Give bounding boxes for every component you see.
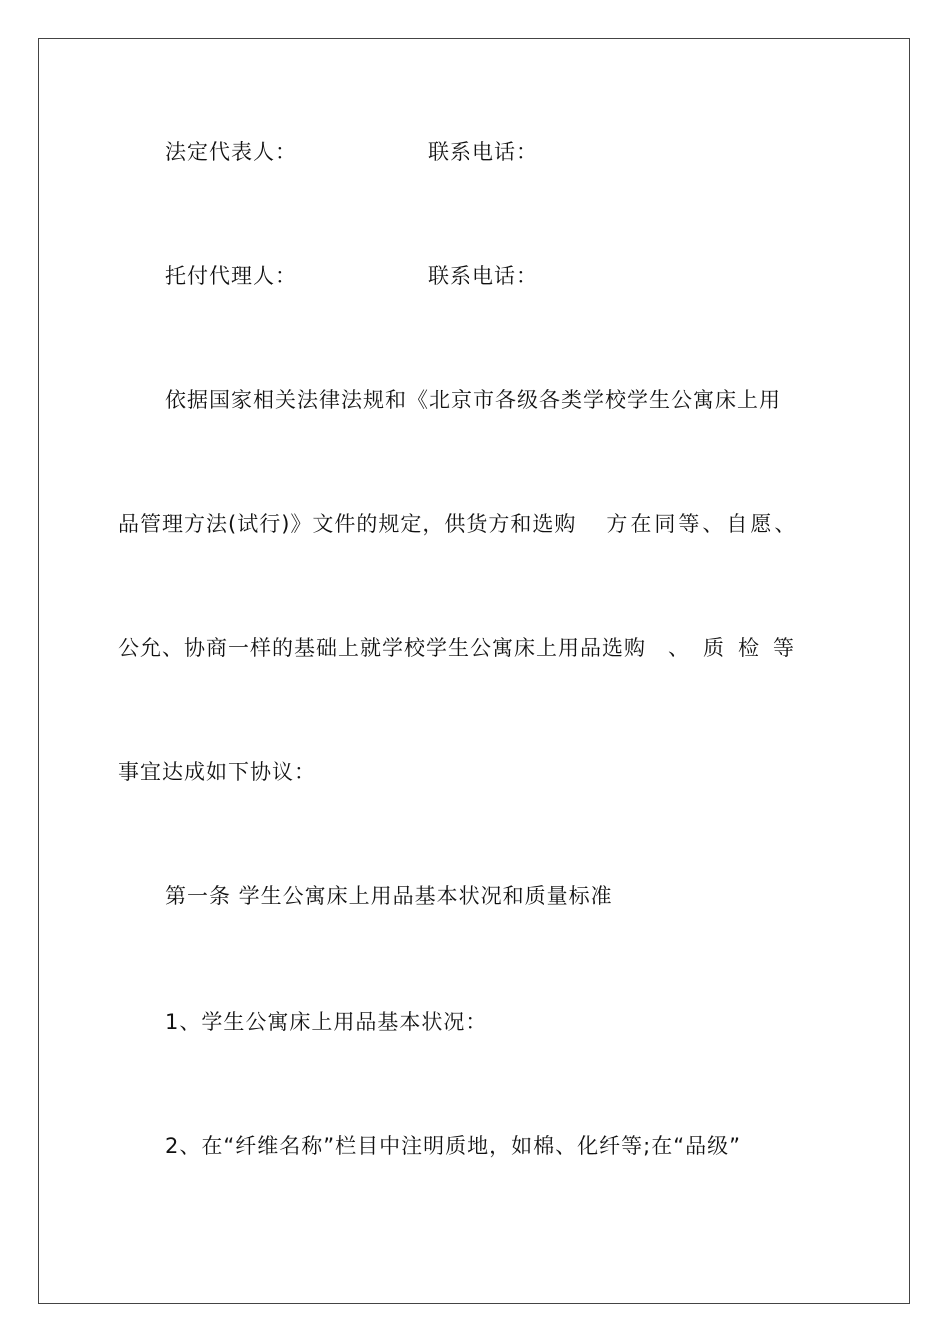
article-1-heading: 第一条 学生公寓床上用品基本状况和质量标准: [165, 884, 613, 908]
page-frame: [38, 38, 910, 1304]
item-1: 1、学生公寓床上用品基本状况：: [165, 1010, 488, 1034]
agent-row: [165, 262, 538, 290]
legal-rep-phone-label: 联系电话：: [428, 140, 538, 164]
item-2: 2、在“纤维名称”栏目中注明质地，如棉、化纤等;在“品级”: [165, 1134, 741, 1158]
intro-line-4: 事宜达成如下协议：: [118, 760, 316, 784]
intro-line-3: [118, 634, 808, 662]
intro-line-2-part-a: 品管理方法(试行)》文件的规定，供货方和选购: [118, 512, 577, 536]
agent-label: 托付代理人：: [165, 264, 297, 288]
agent-phone-label: 联系电话：: [428, 264, 538, 288]
intro-line-3-part-a: 公允、协商一样的基础上就学校学生公寓床上用品选购: [118, 636, 646, 660]
intro-line-2: [118, 510, 798, 538]
legal-rep-label: 法定代表人：: [165, 140, 297, 164]
intro-line-3-part-b: 、质检等: [668, 636, 808, 660]
intro-line-1: 依据国家相关法律法规和《北京市各级各类学校学生公寓床上用: [165, 388, 781, 412]
intro-line-2-part-b: 方在同等、自愿、: [606, 512, 799, 536]
legal-rep-row: [165, 138, 538, 166]
